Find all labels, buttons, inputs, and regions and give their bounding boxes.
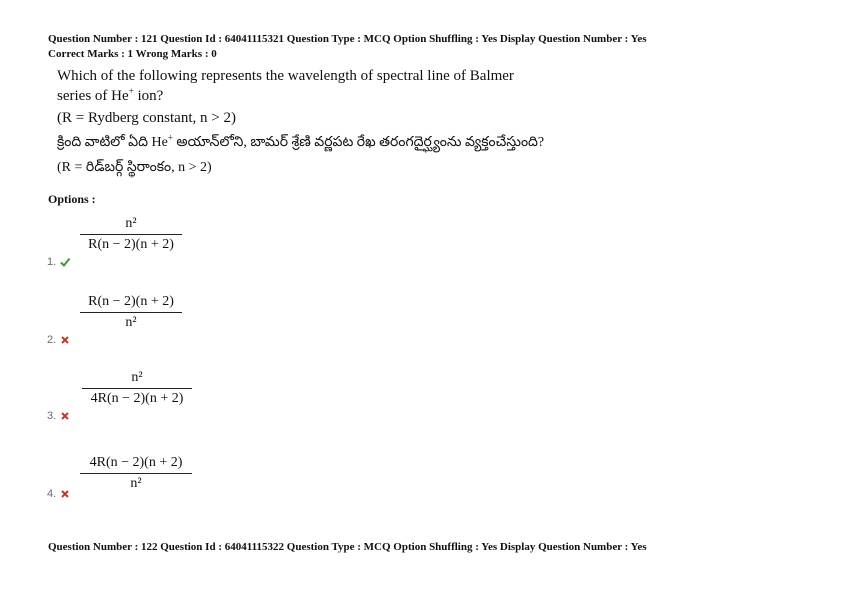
option-1-formula xyxy=(80,216,182,253)
option-3-formula xyxy=(82,370,192,407)
question-text-en-line3: (R = Rydberg constant, n > 2) xyxy=(57,110,236,126)
question-text-te-line1: క్రింది వాటిలో ఏది He+ అయాన్‌లోని, బామర్ శ్రేణి వర్ణపట రేఖ తరంగదైర్ఘ్యంను వ్యక్తంచేస్తుంది? xyxy=(57,132,545,150)
cross-icon xyxy=(60,335,70,345)
option-1-denominator: R(n − 2)(n + 2) xyxy=(88,237,174,252)
option-4-numerator: 4R(n − 2)(n + 2) xyxy=(89,455,183,470)
fraction-bar xyxy=(82,388,192,389)
option-2-numerator: R(n − 2)(n + 2) xyxy=(88,294,174,309)
option-2-number: 2. xyxy=(47,334,70,346)
question-text-en-line1: Which of the following represents the wavelength of spectral line of Balmer xyxy=(57,68,514,84)
question-meta-line: Question Number : 121 Question Id : 64041115321 Question Type : MCQ Option Shuffling : Yes Display Question Number : Yes xyxy=(48,33,647,45)
option-3-numerator: n² xyxy=(131,370,143,385)
option-4-number: 4. xyxy=(47,488,70,500)
option-2-formula xyxy=(80,294,182,331)
next-question-meta-line: Question Number : 122 Question Id : 64041115322 Question Type : MCQ Option Shuffling : Yes Display Question Number : Yes xyxy=(48,541,647,553)
question-text-te-line2: (R = రిడ్‌బర్గ్ స్థిరాంకం, n > 2) xyxy=(57,160,212,175)
fraction-bar xyxy=(80,473,192,474)
check-icon xyxy=(60,257,70,267)
option-4-denominator: n² xyxy=(130,476,142,491)
option-3-number: 3. xyxy=(47,410,70,422)
fraction-bar xyxy=(80,234,182,235)
question-text-en-line2: series of He+ ion? xyxy=(57,86,164,104)
options-label: Options : xyxy=(48,192,96,206)
cross-icon xyxy=(60,411,70,421)
option-1-numerator: n² xyxy=(125,216,137,231)
option-2-denominator: n² xyxy=(125,315,137,330)
marks-line: Correct Marks : 1 Wrong Marks : 0 xyxy=(48,48,217,60)
option-1-number: 1. xyxy=(47,256,70,268)
option-4-formula xyxy=(80,455,192,492)
option-3-denominator: 4R(n − 2)(n + 2) xyxy=(90,391,184,406)
cross-icon xyxy=(60,489,70,499)
fraction-bar xyxy=(80,312,182,313)
